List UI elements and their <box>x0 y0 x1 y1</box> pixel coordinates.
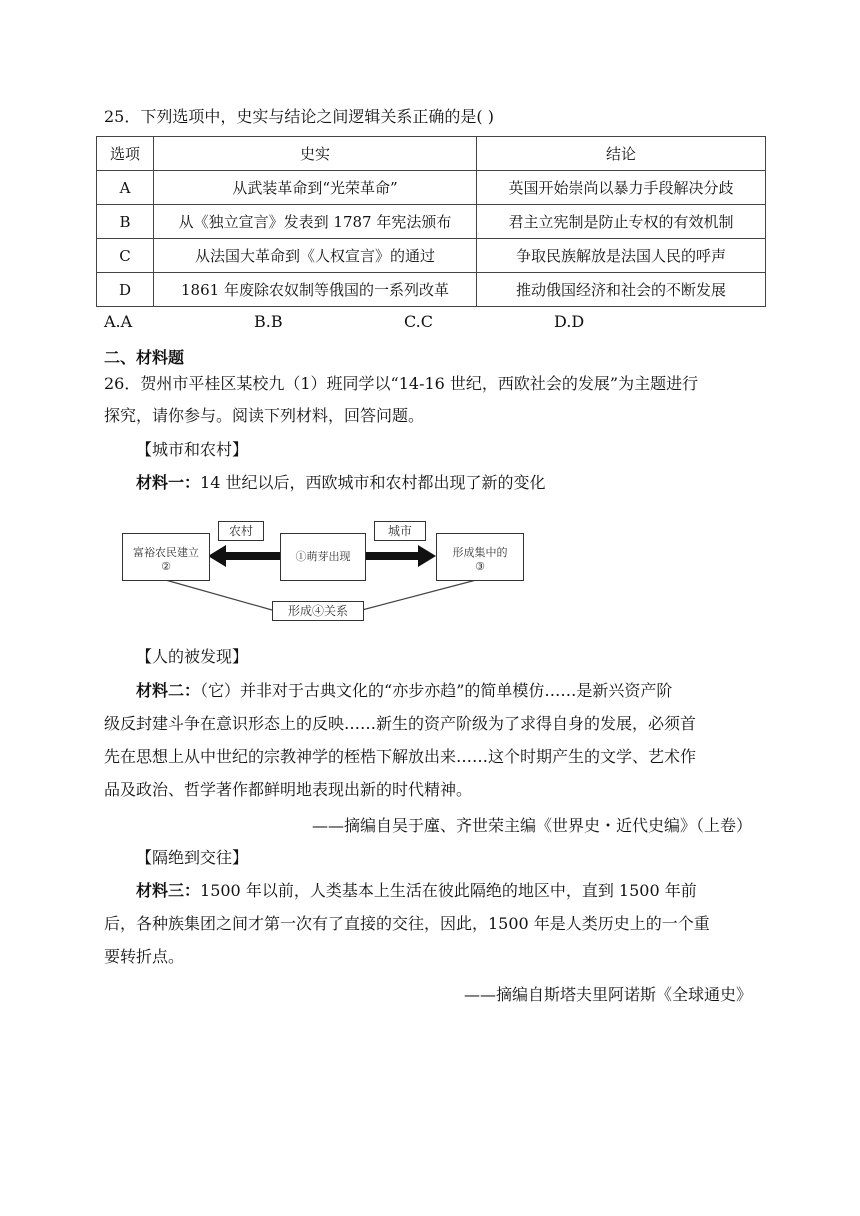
table-row <box>97 205 766 239</box>
material-3 <box>104 874 754 973</box>
right-arrow <box>364 545 436 567</box>
material-2-source: ——摘编自吴于廑、齐世荣主编《世界史・近代史编》（上卷） <box>311 816 752 835</box>
material-2-line: 品及政治、哲学著作都鲜明地表现出新的时代精神。 <box>104 780 473 799</box>
diagram-box-left-line2: ② <box>161 560 171 573</box>
q25-options-table <box>96 136 766 307</box>
row-option: B <box>97 205 154 239</box>
material-3-label: 材料三： <box>136 881 201 900</box>
material-1-text: 14 世纪以后，西欧城市和农村都出现了新的变化 <box>200 473 546 492</box>
subheading-city-village: 【城市和农村】 <box>136 440 249 459</box>
header-conclusion: 结论 <box>477 137 766 171</box>
row-conclusion: 英国开始崇尚以暴力手段解决分歧 <box>477 171 766 205</box>
diagram-box-center: ①萌芽出现 <box>280 533 366 581</box>
choice-c[interactable]: C.C <box>404 312 433 331</box>
q26-stem-line1: 26．贺州市平桂区某校九（1）班同学以“14-16 世纪，西欧社会的发展”为主题进行 <box>104 374 699 393</box>
diagram-box-left <box>122 533 210 581</box>
row-fact: 从《独立宣言》发表到 1787 年宪法颁布 <box>154 205 477 239</box>
material-1-diagram <box>122 517 532 627</box>
diagram-box-right-line1: 形成集中的 <box>452 546 508 559</box>
choice-b[interactable]: B.B <box>254 312 283 331</box>
material-3-line: 材料三：1500 年以前，人类基本上生活在彼此隔绝的地区中，直到 1500 年前 <box>136 881 697 900</box>
diagram-label-relation: 形成④关系 <box>272 601 364 621</box>
choice-d[interactable]: D.D <box>554 312 585 331</box>
diagram-label-village: 农村 <box>218 521 264 541</box>
row-fact: 1861 年废除农奴制等俄国的一系列改革 <box>154 273 477 307</box>
material-2-line: 材料二：（它）并非对于古典文化的“亦步亦趋”的简单模仿……是新兴资产阶 <box>136 681 673 700</box>
subheading-human-discovery: 【人的被发现】 <box>136 647 249 666</box>
material-1 <box>136 472 545 494</box>
bottom-line-left <box>162 579 272 610</box>
q26-stem-line2: 探究，请你参与。阅读下列材料，回答问题。 <box>104 406 425 425</box>
row-conclusion: 推动俄国经济和社会的不断发展 <box>477 273 766 307</box>
row-fact: 从法国大革命到《人权宣言》的通过 <box>154 239 477 273</box>
diagram-label-city: 城市 <box>374 521 426 541</box>
header-fact: 史实 <box>154 137 477 171</box>
material-2-label: 材料二： <box>136 681 201 700</box>
row-fact: 从武装革命到“光荣革命” <box>154 171 477 205</box>
material-2-line: 级反封建斗争在意识形态上的反映……新生的资产阶级为了求得自身的发展，必须首 <box>104 714 697 733</box>
row-option: C <box>97 239 154 273</box>
material-2-line: 先在思想上从中世纪的宗教神学的桎梏下解放出来……这个时期产生的文学、艺术作 <box>104 747 697 766</box>
q25-stem: 25．下列选项中，史实与结论之间逻辑关系正确的是( ) <box>104 107 494 126</box>
row-option: A <box>97 171 154 205</box>
row-option: D <box>97 273 154 307</box>
header-option: 选项 <box>97 137 154 171</box>
table-row <box>97 171 766 205</box>
section-heading: 二、材料题 <box>104 348 185 367</box>
material-1-label: 材料一： <box>136 473 201 492</box>
bottom-line-right <box>362 579 480 610</box>
material-3-source: ——摘编自斯塔夫里阿诺斯《全球通史》 <box>463 985 752 1004</box>
subheading-isolation-contact: 【隔绝到交往】 <box>136 848 249 867</box>
table-header-row <box>97 137 766 171</box>
diagram-box-left-line1: 富裕农民建立 <box>133 546 199 559</box>
table-row <box>97 273 766 307</box>
choice-a[interactable]: A.A <box>104 312 133 331</box>
material-2 <box>104 674 754 806</box>
left-arrow <box>208 545 280 567</box>
diagram-box-right-line2: ③ <box>475 560 485 573</box>
diagram-box-right <box>436 533 524 581</box>
row-conclusion: 争取民族解放是法国人民的呼声 <box>477 239 766 273</box>
material-3-line: 后，各种族集团之间才第一次有了直接的交往，因此，1500 年是人类历史上的一个重 <box>104 914 710 933</box>
table-row <box>97 239 766 273</box>
row-conclusion: 君主立宪制是防止专权的有效机制 <box>477 205 766 239</box>
material-3-line: 要转折点。 <box>104 947 185 966</box>
